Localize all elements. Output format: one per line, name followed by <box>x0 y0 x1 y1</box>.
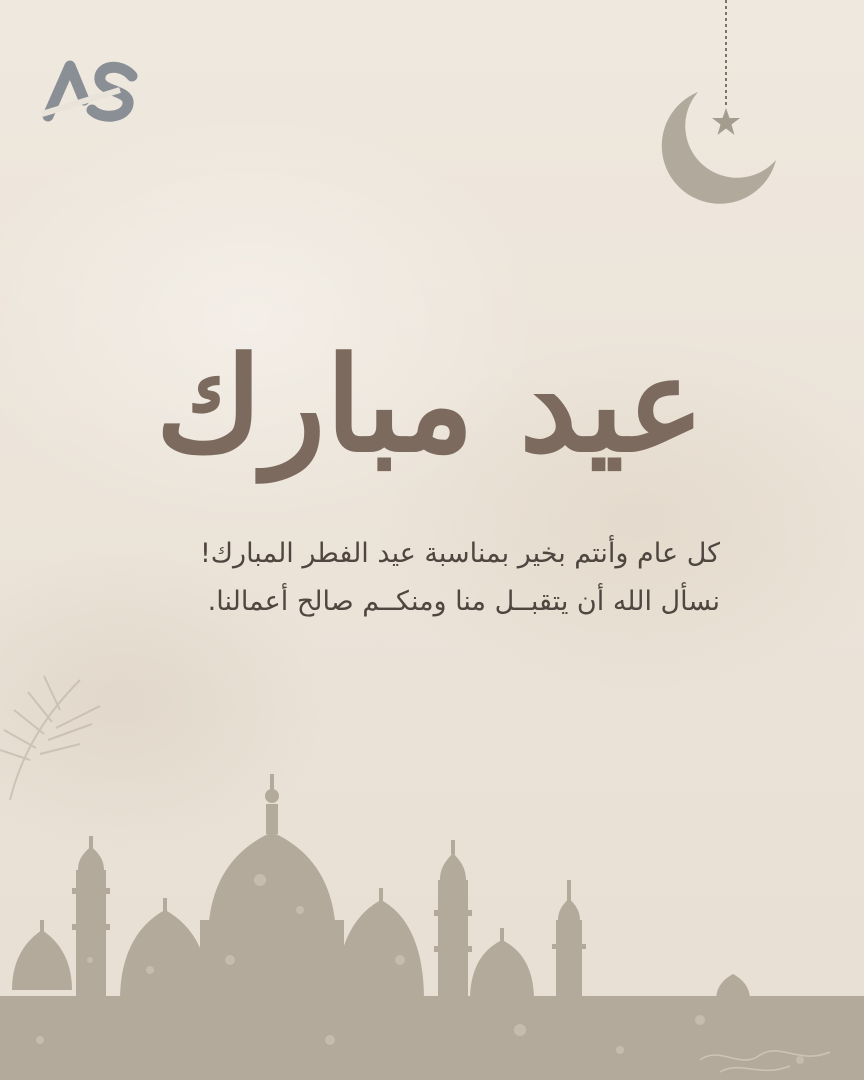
eid-mubarak-calligraphy: عيد مبارك <box>155 328 705 481</box>
as-logo <box>40 56 140 124</box>
greeting-line-2: نسأل الله أن يتقبــل منا ومنكــم صالح أعمالنا. <box>207 586 720 617</box>
star-icon <box>712 108 740 135</box>
greeting-message <box>100 530 720 626</box>
greeting-line-1: كل عام وأنتم بخير بمناسبة عيد الفطر المبارك! <box>199 538 720 569</box>
crescent-moon-icon <box>650 0 790 215</box>
mosque-skyline-illustration <box>0 760 864 1080</box>
